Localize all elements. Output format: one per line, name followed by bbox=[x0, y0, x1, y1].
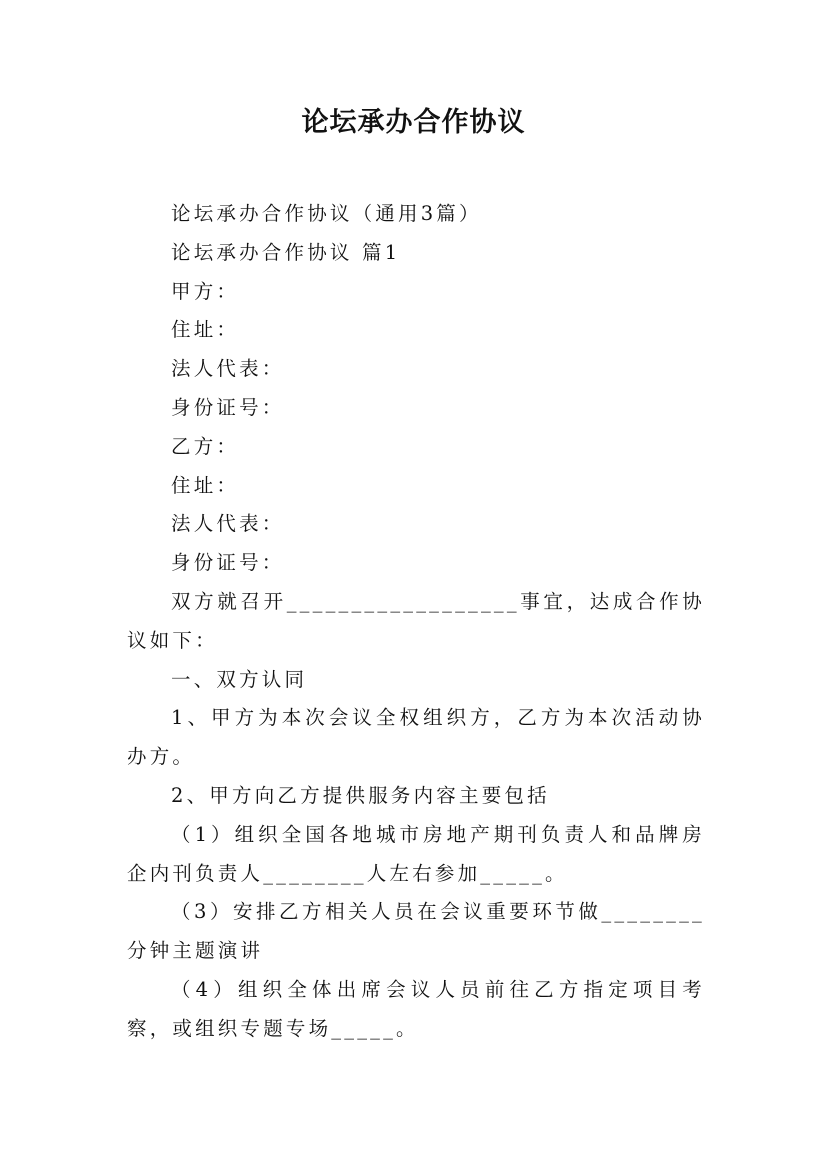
paragraph-id-number-a: 身份证号： bbox=[171, 395, 285, 419]
paragraph-section-title: 论坛承办合作协议 篇1 bbox=[171, 240, 401, 264]
paragraph-party-a: 甲方： bbox=[171, 279, 240, 303]
paragraph-item-1: 1、甲方为本次会议全权组织方，乙方为本次活动协办方。 bbox=[127, 706, 705, 769]
paragraph-subitem-1: （1）组织全国各地城市房地产期刊负责人和品牌房企内刊负责人________人左右参加_____。 bbox=[127, 822, 705, 885]
document-body bbox=[127, 195, 705, 1049]
paragraph-legal-rep-b: 法人代表： bbox=[171, 512, 285, 536]
paragraph-clause-one: 一、双方认同 bbox=[171, 667, 308, 691]
paragraph-party-b: 乙方： bbox=[171, 434, 240, 458]
paragraph-address-b: 住址： bbox=[171, 473, 240, 497]
paragraph-legal-rep-a: 法人代表： bbox=[171, 357, 285, 381]
paragraph-subitem-3: （3）安排乙方相关人员在会议重要环节做________分钟主题演讲 bbox=[127, 900, 705, 963]
paragraph-id-number-b: 身份证号： bbox=[171, 551, 285, 575]
paragraph-item-2: 2、甲方向乙方提供服务内容主要包括 bbox=[171, 783, 550, 807]
paragraph-subitem-4: （4）组织全体出席会议人员前往乙方指定项目考察，或组织专题专场_____。 bbox=[127, 977, 705, 1040]
paragraph-address-a: 住址： bbox=[171, 318, 240, 342]
paragraph-agreement-intro: 双方就召开__________________事宜，达成合作协议如下： bbox=[127, 589, 705, 652]
paragraph-heading: 论坛承办合作协议（通用3篇） bbox=[171, 202, 482, 225]
document-title: 论坛承办合作协议 bbox=[301, 107, 526, 138]
